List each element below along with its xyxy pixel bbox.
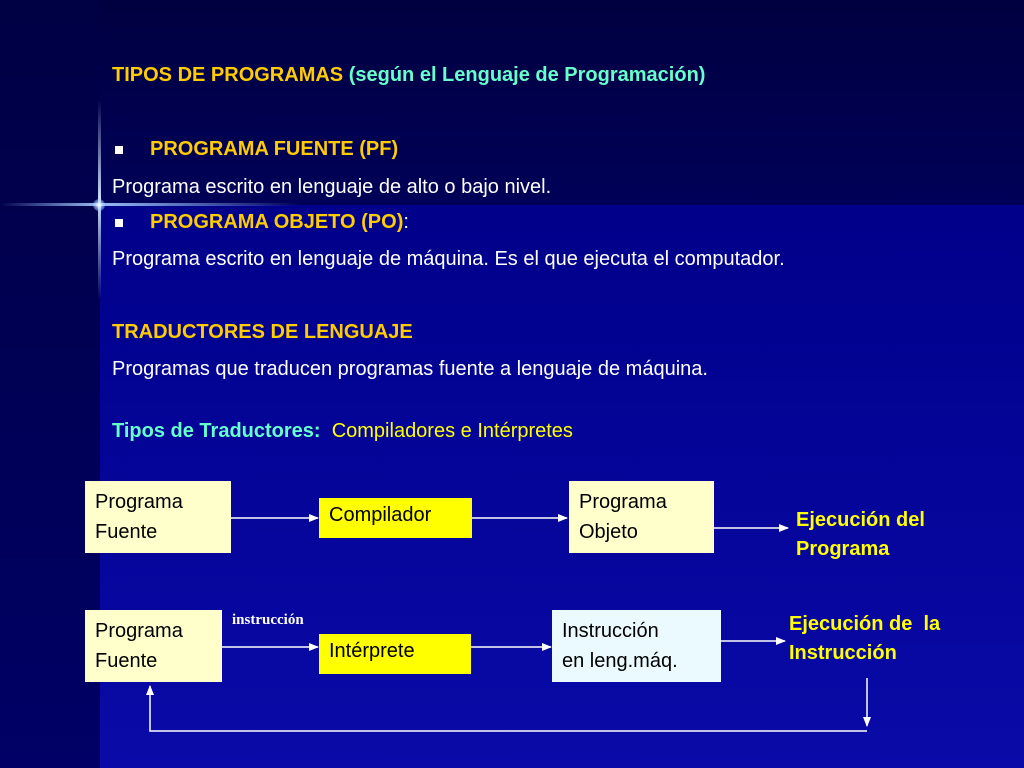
program-source-label: PROGRAMA FUENTE (PF)	[150, 138, 399, 160]
program-execution-line-2: Programa	[796, 538, 890, 560]
compiler-source-line-1: Programa	[95, 491, 183, 513]
program-object-colon: :	[403, 211, 409, 233]
instruction-execution-line-2: Instrucción	[789, 642, 897, 664]
object-program-line-1: Programa	[579, 491, 667, 513]
machine-instruction-line-2: en leng.máq.	[562, 650, 678, 672]
translators-title: TRADUCTORES DE LENGUAJE	[112, 321, 413, 343]
program-execution-label	[796, 506, 925, 564]
interpreter-source-box	[85, 610, 222, 682]
instruction-arrow-label: instrucción	[232, 612, 304, 628]
instruction-execution-label	[789, 610, 940, 668]
translator-types-value: Compiladores e Intérpretes	[331, 420, 573, 442]
machine-instruction-box	[552, 610, 721, 682]
feedback-loop-line	[150, 686, 867, 731]
title-subtitle: (según el Lenguaje de Programación)	[348, 64, 706, 86]
instruction-execution-line-1: Ejecución de la	[789, 613, 941, 635]
title-text: TIPOS DE PROGRAMAS	[112, 64, 344, 86]
interpreter-label: Intérprete	[329, 640, 415, 662]
program-source-description: Programa escrito en lenguaje de alto o bajo nivel.	[112, 176, 552, 198]
object-program-box	[569, 481, 714, 553]
compiler-source-line-2: Fuente	[95, 521, 158, 543]
interpreter-source-line-1: Programa	[95, 620, 183, 642]
interpreter-source-line-2: Fuente	[95, 650, 158, 672]
program-object-label: PROGRAMA OBJETO (PO)	[150, 211, 404, 233]
machine-instruction-line-1: Instrucción	[562, 620, 659, 642]
program-object-description: Programa escrito en lenguaje de máquina. Es el que ejecuta el computador.	[112, 248, 785, 270]
compiler-box	[319, 498, 472, 538]
translators-description: Programas que traducen programas fuente a lenguaje de máquina.	[112, 358, 708, 380]
interpreter-box	[319, 634, 471, 674]
compiler-label: Compilador	[329, 504, 432, 526]
compiler-source-box	[85, 481, 231, 553]
object-program-line-2: Objeto	[579, 521, 638, 543]
translator-types-label: Tipos de Traductores:	[112, 420, 321, 442]
program-execution-line-1: Ejecución del	[796, 509, 925, 531]
